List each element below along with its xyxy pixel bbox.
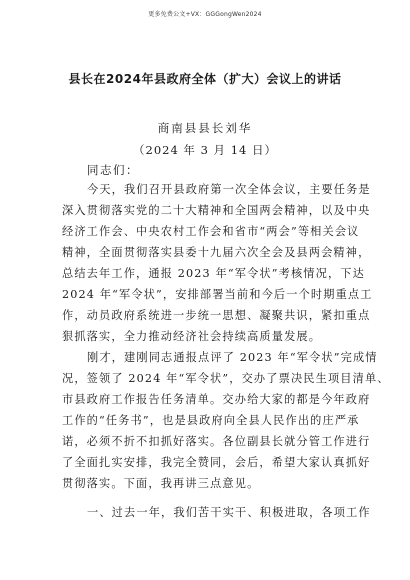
body-line: 2024 年“军令状”，安排部署当前和今后一个时期重点工 bbox=[62, 288, 373, 301]
body-line: 深入贯彻落实党的二十大精神和全国两会精神，以及中央 bbox=[62, 204, 371, 217]
speech-date: （2024 年 3 月 14 日） bbox=[133, 143, 277, 157]
body-line: 作，动员政府系统进一步统一思想、凝聚共识，紧扣重点 bbox=[62, 309, 371, 322]
body-line: 贯彻落实。下面，我再讲三点意见。 bbox=[62, 477, 260, 490]
body-line: 刚才，建刚同志通报点评了 2023 年“军令状”完成情 bbox=[87, 351, 378, 364]
body-line: 精神，全面贯彻落实县委十九届六次全会及县两会精神， bbox=[62, 246, 371, 259]
body-line: 狠抓落实，全力推动经济社会持续高质量发展。 bbox=[62, 330, 322, 343]
speaker-name: 商南县县长刘华 bbox=[157, 121, 253, 135]
body-line: 总结去年工作，通报 2023 年“军令状”考核情况，下达 bbox=[62, 267, 365, 280]
body-line: 经济工作会、中央农村工作会和省市“两会”等相关会议 bbox=[62, 225, 360, 238]
body-line: 一、过去一年，我们苦干实干、积极进取，各项工作 bbox=[87, 506, 371, 519]
speech-title: 县长在2024年县政府全体（扩大）会议上的讲话 bbox=[68, 72, 342, 86]
salutation: 同志们： bbox=[87, 163, 139, 177]
header-note: 更多免费公文+VX：GGGongWen2024 bbox=[148, 11, 262, 18]
body-line: 诺，必须不折不扣抓好落实。各位副县长就分管工作进行 bbox=[62, 435, 371, 448]
body-line: 了全面扎实安排，我完全赞同，会后，希望大家认真抓好 bbox=[62, 456, 371, 469]
body-line: 工作的“任务书”，也是县政府向全县人民作出的庄严承 bbox=[62, 414, 360, 427]
body-line: 今天，我们召开县政府第一次全体会议，主要任务是 bbox=[87, 183, 371, 196]
body-line: 市县政府工作报告任务清单。交办给大家的都是今年政府 bbox=[62, 393, 371, 406]
body-line: 况，签领了 2024 年“军令状”，交办了票决民生项目清单、 bbox=[62, 372, 390, 385]
